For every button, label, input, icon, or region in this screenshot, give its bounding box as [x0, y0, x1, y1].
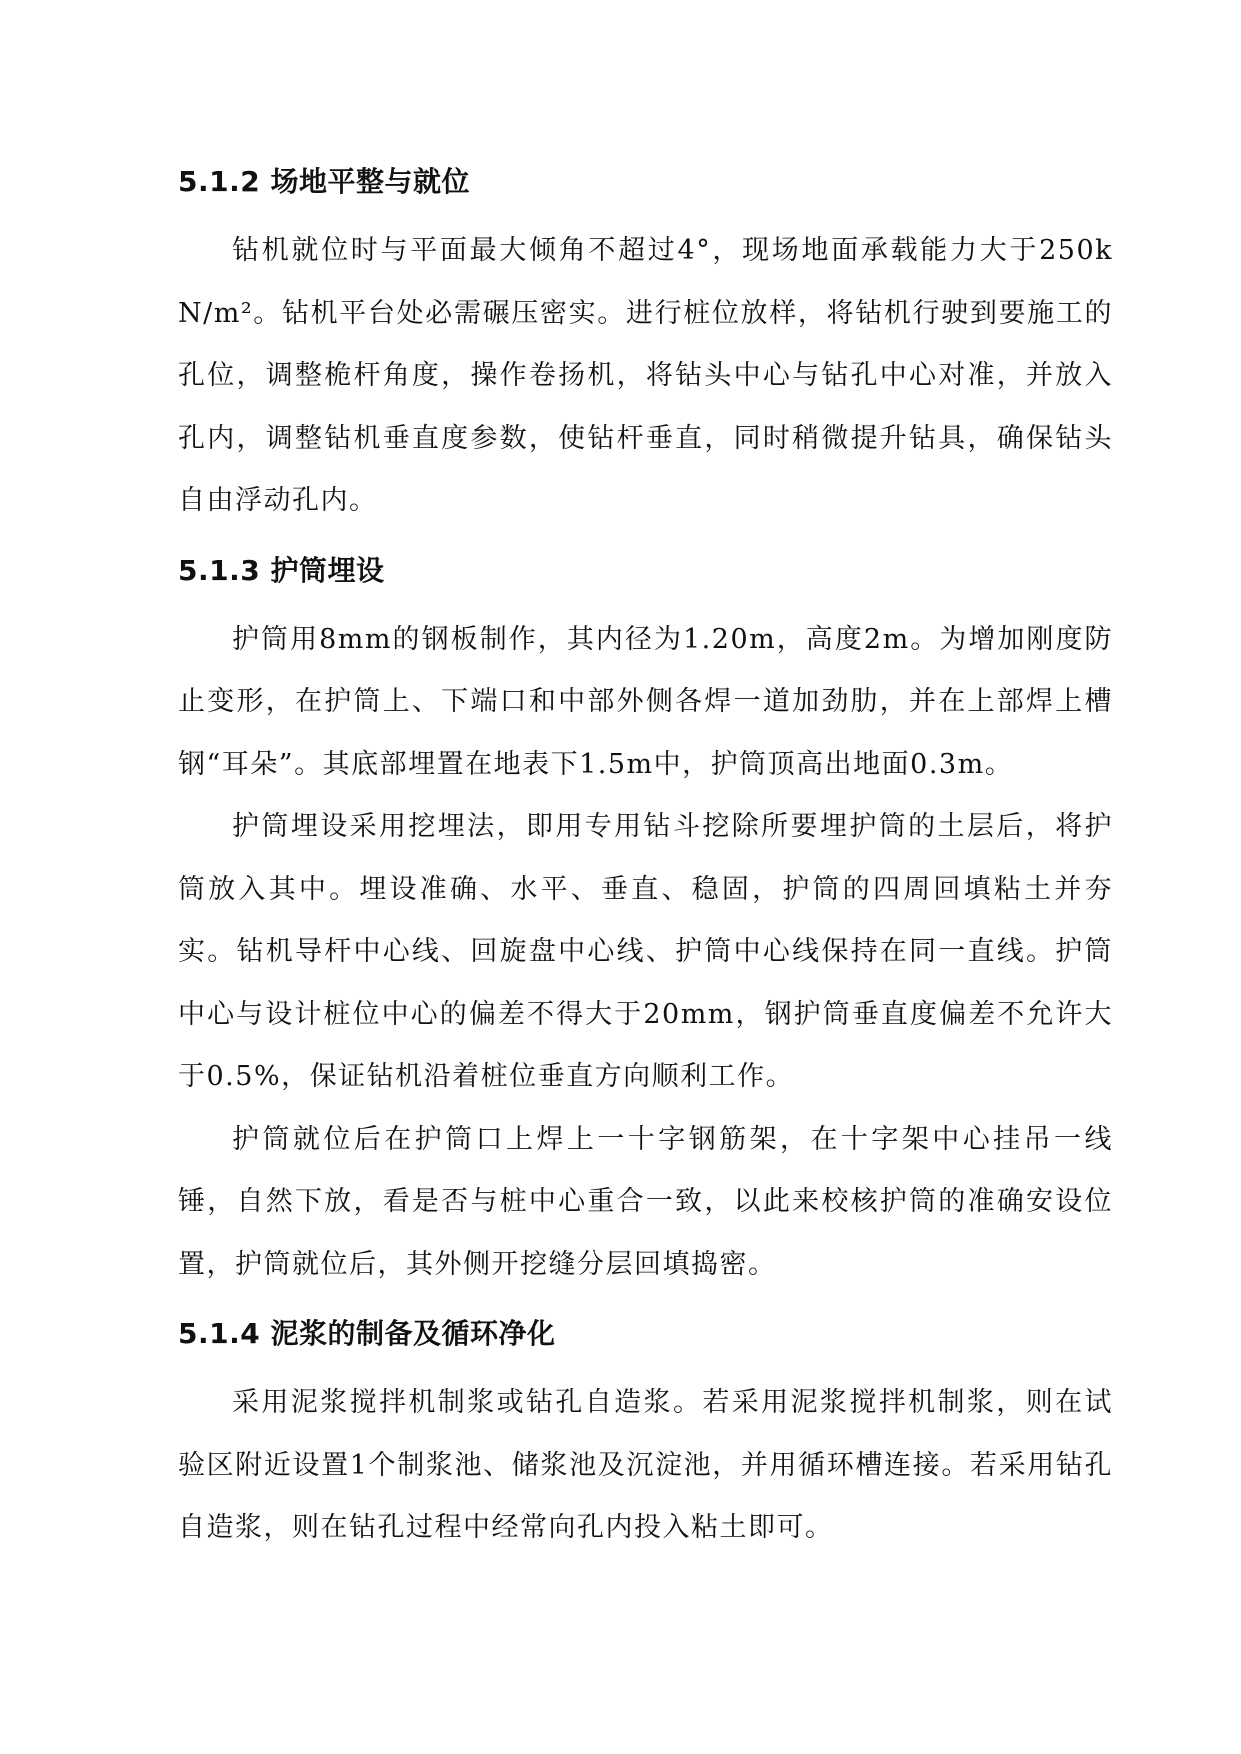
- section-5-1-3: [178, 547, 1113, 1297]
- paragraph: 护筒埋设采用挖埋法，即用专用钻斗挖除所要埋护筒的土层后，将护筒放入其中。埋设准确、水平、垂直、稳固，护筒的四周回填粘土并夯实。钻机导杆中心线、回旋盘中心线、护筒中心线保持在同一直线。护筒中心与设计桩位中心的偏差不得大于20mm，钢护筒垂直度偏差不允许大于0.5%，保证钻机沿着桩位垂直方向顺利工作。: [178, 811, 1113, 1092]
- section-5-1-2: [178, 158, 1113, 533]
- section-heading: 5.1.2 场地平整与就位: [178, 165, 470, 198]
- document-body: [178, 158, 1113, 1560]
- section-heading: 5.1.4 泥浆的制备及循环净化: [178, 1317, 556, 1350]
- paragraph: 护筒就位后在护筒口上焊上一十字钢筋架，在十字架中心挂吊一线锤，自然下放，看是否与桩中心重合一致，以此来校核护筒的准确安设位置，护筒就位后，其外侧开挖缝分层回填捣密。: [178, 1123, 1113, 1280]
- paragraph: 护筒用8mm的钢板制作，其内径为1.20m，高度2m。为增加刚度防止变形，在护筒上、下端口和中部外侧各焊一道加劲肋，并在上部焊上槽钢“耳朵”。其底部埋置在地表下1.5m中，护筒顶高出地面0.3m。: [178, 623, 1113, 780]
- section-heading: 5.1.3 护筒埋设: [178, 553, 385, 587]
- paragraph: 钻机就位时与平面最大倾角不超过4°，现场地面承载能力大于250kN/m²。钻机平台处必需碾压密实。进行桩位放样，将钻机行驶到要施工的孔位，调整桅杆角度，操作卷扬机，将钻头中心与钻孔中心对准，并放入孔内，调整钻机垂直度参数，使钻杆垂直，同时稍微提升钻具，确保钻头自由浮动孔内。: [178, 235, 1113, 516]
- paragraph: 采用泥浆搅拌机制浆或钻孔自造浆。若采用泥浆搅拌机制浆，则在试验区附近设置1个制浆池、储浆池及沉淀池，并用循环槽连接。若采用钻孔自造浆，则在钻孔过程中经常向孔内投入粘土即可。: [178, 1387, 1113, 1543]
- section-5-1-4: [178, 1310, 1113, 1560]
